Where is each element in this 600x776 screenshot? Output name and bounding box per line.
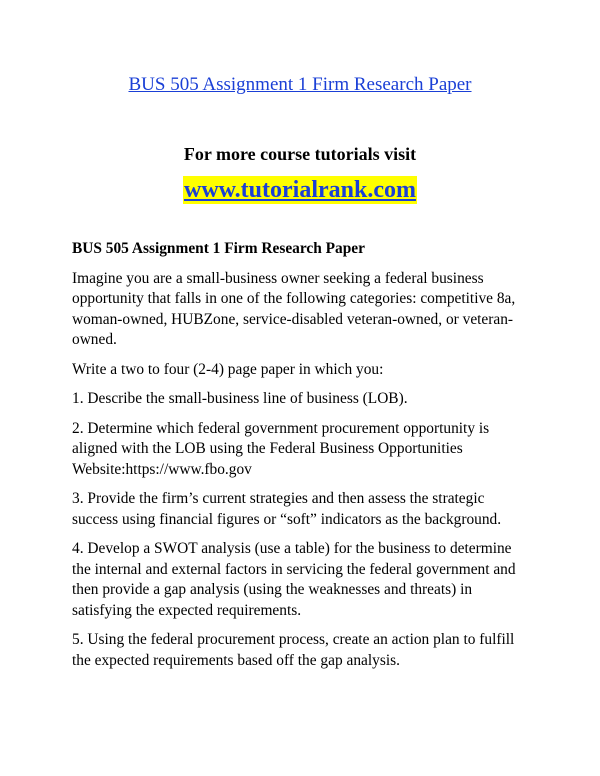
task-item-2: 2. Determine which federal government procurement opportunity is aligned with the LOB using the Federal Business Opportunities Website:https://www.fbo.gov — [72, 419, 490, 478]
visit-text: For more course tutorials visit — [183, 144, 417, 164]
document-title[interactable]: BUS 505 Assignment 1 Firm Research Paper — [128, 74, 472, 95]
task-item-3: 3. Provide the firm’s current strategies and then assess the strategic success using financial figures or “soft” indicators as the background. — [72, 490, 502, 528]
task-item-4: 4. Develop a SWOT analysis (use a table) for the business to determine the internal and external factors in servicing the federal government and then provide a gap analysis (using the weaknesses and threats) in satisfying the expected requirements. — [72, 540, 516, 619]
section-heading: BUS 505 Assignment 1 Firm Research Paper — [72, 240, 365, 257]
task-item-1: 1. Describe the small-business line of business (LOB). — [72, 390, 408, 407]
document-body — [72, 239, 532, 680]
task-item-5: 5. Using the federal procurement process, create an action plan to fulfill the expected requirements based off the gap analysis. — [72, 631, 515, 669]
instruction-paragraph: Write a two to four (2-4) page paper in which you: — [72, 360, 384, 378]
intro-paragraph: Imagine you are a small-business owner seeking a federal business opportunity that falls in one of the following categories: competitive 8a, woman-owned, HUBZone, service-disabled veteran-owned, or veteran-owned. — [72, 269, 516, 348]
site-link-container — [0, 176, 600, 204]
site-link[interactable]: www.tutorialrank.com — [184, 177, 416, 203]
